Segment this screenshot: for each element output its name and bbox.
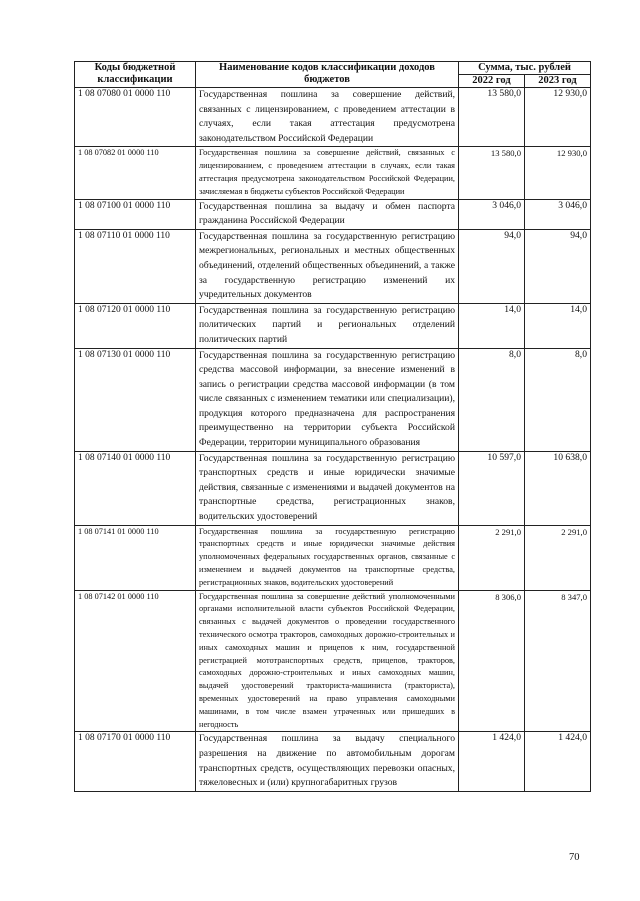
budget-code-cell: 1 08 07142 01 0000 110 [75,590,196,732]
revenue-name-cell: Государственная пошлина за государственную регистрацию межрегиональных, региональных и местных общественных объединений, отделений общественных объединений, а также за государственную регистрацию изменений их учредительных документов [196,229,459,303]
table-body [75,88,591,792]
revenue-name-cell: Государственная пошлина за выдачу и обмен паспорта гражданина Российской Федерации [196,199,459,229]
header-year-2023: 2023 год [525,75,591,88]
amount-2022-cell: 1 424,0 [459,732,525,791]
budget-code-cell: 1 08 07100 01 0000 110 [75,199,196,229]
revenue-name-cell: Государственная пошлина за государственную регистрацию политических партий и региональных отделений политических партий [196,303,459,348]
header-sum: Сумма, тыс. рублей [459,62,591,75]
amount-2022-cell: 94,0 [459,229,525,303]
budget-code-cell: 1 08 07130 01 0000 110 [75,348,196,451]
table-row [75,525,591,590]
table-row [75,348,591,451]
budget-code-cell: 1 08 07141 01 0000 110 [75,525,196,590]
amount-2022-cell: 14,0 [459,303,525,348]
amount-2023-cell: 8,0 [525,348,591,451]
table-row [75,590,591,732]
amount-2022-cell: 8 306,0 [459,590,525,732]
amount-2023-cell: 12 930,0 [525,88,591,147]
revenue-name-cell: Государственная пошлина за государственную регистрацию средства массовой информации, за внесение изменений в запись о регистрации средства массовой информации (в том числе связанных с изменением тематики или специализации), продукция которого предназначена для распространения преимущественно на территории субъекта Российской Федерации, территории муниципального образования [196,348,459,451]
budget-code-cell: 1 08 07080 01 0000 110 [75,88,196,147]
table-row [75,732,591,791]
table-row [75,147,591,199]
amount-2023-cell: 1 424,0 [525,732,591,791]
revenue-codes-table [74,61,591,792]
amount-2023-cell: 8 347,0 [525,590,591,732]
budget-code-cell: 1 08 07110 01 0000 110 [75,229,196,303]
header-year-2022: 2022 год [459,75,525,88]
amount-2022-cell: 8,0 [459,348,525,451]
budget-code-cell: 1 08 07170 01 0000 110 [75,732,196,791]
revenue-name-cell: Государственная пошлина за совершение действий, связанных с лицензированием, с проведением аттестации в случаях, если такая аттестация предусмотрена законодательством Российской Федерации, зачисляемая в бюджеты субъектов Российской Федерации [196,147,459,199]
table-row [75,199,591,229]
revenue-name-cell: Государственная пошлина за государственную регистрацию транспортных средств и иные юридически значимые действия уполномоченных федеральных государственных органов, связанные с изменением и выдачей документов на транспортные средства, регистрационных знаков, водительских удостоверений [196,525,459,590]
table-row [75,88,591,147]
header-code: Коды бюджетной классификации [75,62,196,88]
table-row [75,229,591,303]
revenue-name-cell: Государственная пошлина за совершение действий уполномоченными органами исполнительной власти субъектов Российской Федерации, связанных с выдачей документов о проведении государственного технического осмотра тракторов, самоходных дорожно-строительных и иных самоходных машин и прицепов к ним, государственной регистрацией мототранспортных средств, прицепов, тракторов, самоходных дорожно-строительных и иных самоходных машин, выдачей удостоверений тракториста-машиниста (тракториста), временных удостоверений на право управления самоходными машинами, в том числе взамен утраченных или пришедших в негодность [196,590,459,732]
amount-2023-cell: 10 638,0 [525,451,591,525]
budget-code-cell: 1 08 07120 01 0000 110 [75,303,196,348]
amount-2023-cell: 12 930,0 [525,147,591,199]
header-name: Наименование кодов классификации доходов бюджетов [196,62,459,88]
revenue-name-cell: Государственная пошлина за совершение действий, связанных с лицензированием, с проведением аттестации в случаях, если такая аттестация предусмотрена законодательством Российской Федерации [196,88,459,147]
amount-2022-cell: 13 580,0 [459,147,525,199]
table-row [75,451,591,525]
amount-2023-cell: 94,0 [525,229,591,303]
amount-2022-cell: 2 291,0 [459,525,525,590]
amount-2022-cell: 3 046,0 [459,199,525,229]
amount-2023-cell: 14,0 [525,303,591,348]
table-row [75,303,591,348]
amount-2023-cell: 3 046,0 [525,199,591,229]
header-row-1 [75,62,591,75]
budget-code-cell: 1 08 07140 01 0000 110 [75,451,196,525]
amount-2022-cell: 13 580,0 [459,88,525,147]
revenue-name-cell: Государственная пошлина за выдачу специального разрешения на движение по автомобильным дорогам транспортных средств, осуществляющих перевозки опасных, тяжеловесных и (или) крупногабаритных грузов [196,732,459,791]
amount-2023-cell: 2 291,0 [525,525,591,590]
amount-2022-cell: 10 597,0 [459,451,525,525]
page-number: 70 [569,852,580,863]
budget-code-cell: 1 08 07082 01 0000 110 [75,147,196,199]
revenue-name-cell: Государственная пошлина за государственную регистрацию транспортных средств и иные юридически значимые действия, связанные с изменениями и выдачей документов на транспортные средства, регистрационных знаков, водительских удостоверений [196,451,459,525]
